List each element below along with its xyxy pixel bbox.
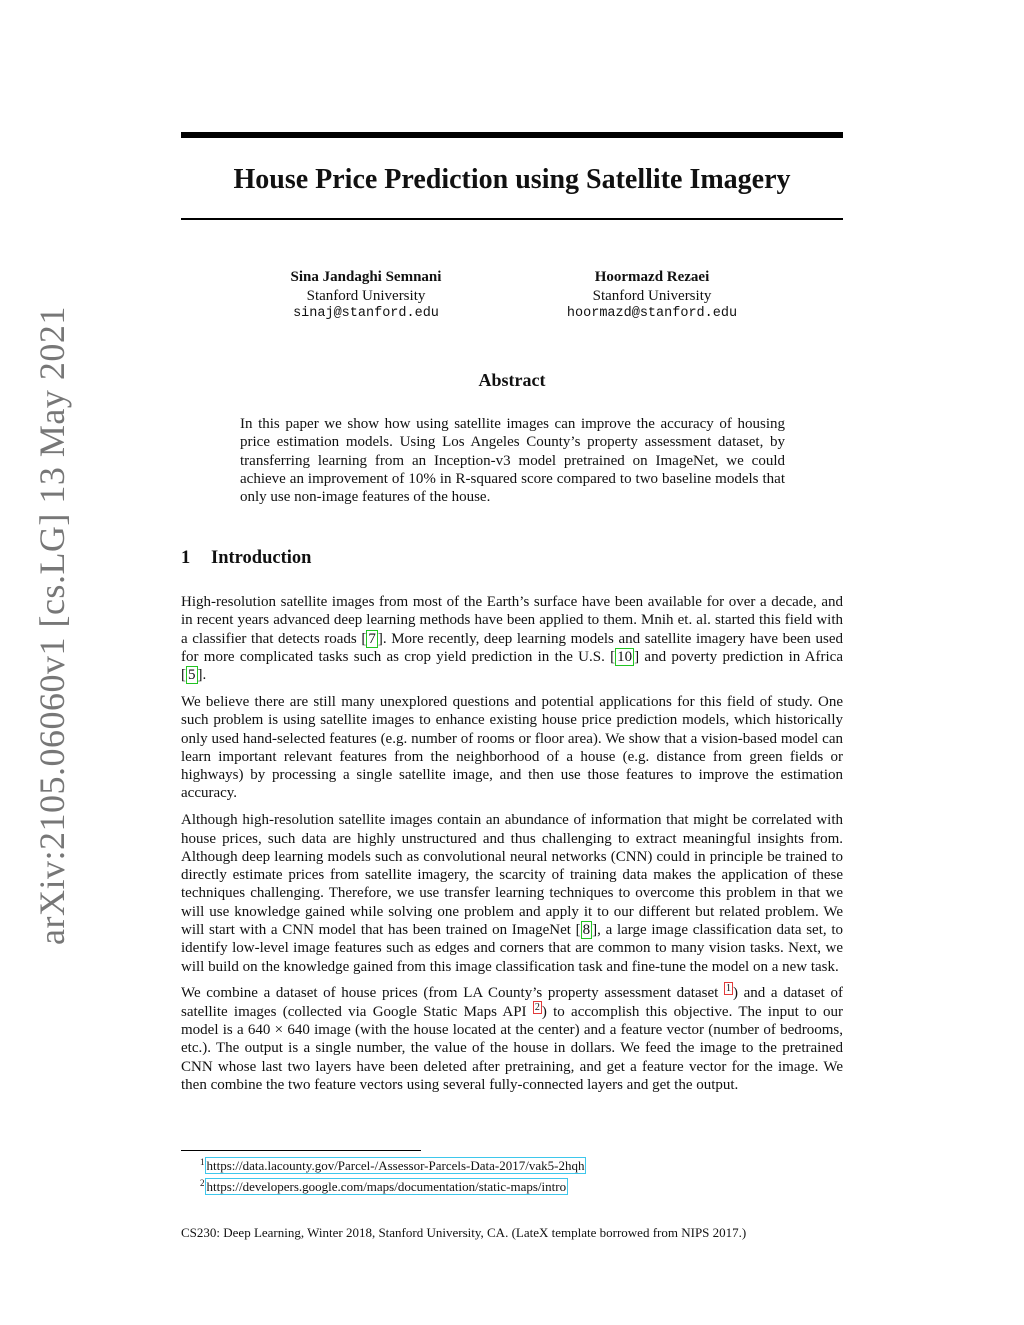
- paper-title: House Price Prediction using Satellite Imagery: [233, 164, 791, 195]
- footnote: [200, 1175, 586, 1196]
- author-block: [236, 268, 496, 324]
- author-email: hoormazd@stanford.edu: [566, 306, 738, 321]
- footnote: [200, 1154, 586, 1175]
- author-name: Sina Jandaghi Semnani: [290, 269, 442, 285]
- footnote-ref-link[interactable]: 1: [725, 983, 731, 995]
- abstract-text: In this paper we show how using satellite images can improve the accuracy of housing price estimation models. Using Los Angeles County’s property assessment dataset, by transferring learning from an Inception-v3 model pretrained on ImageNet, we could achieve an improvement of 10% in R-squared score compared to two baseline models that only use non-image features of the house.: [240, 416, 785, 506]
- paragraph: We combine a dataset of house prices (from LA County’s property assessment dataset $^1$ ) and a dataset of satellite images (collected via Google Static Maps API $^2$ ) to accomplish this objective. The input to our model is a 640 × 640 image (with the house located at the center) and a feature vector (number of bedrooms, etc.). The output is a single number, the value of the house in dollars. We feed the image to the pretrained CNN whose last two layers have been deleted after pretraining, and get a feature vector for the image. We then combine the two feature vectors using several fully-connected layers and get the output.: [181, 983, 843, 1093]
- section-heading: [181, 548, 311, 569]
- author-affiliation: Stanford University: [592, 287, 712, 304]
- author-email: sinaj@stanford.edu: [293, 306, 439, 321]
- paragraph: Although high-resolution satellite images contain an abundance of information that might be correlated with house prices, such data are highly unstructured and thus challenging to extract meaningful insights from. Although deep learning models such as convolutional neural networks (CNN) could in principle be trained to directly estimate prices from satellite imagery, the scarcity of training data makes the application of these techniques challenging. Therefore, we use transfer learning techniques to overcome this problem in that we will use knowledge gained while solving one problem and apply it to our different but related problem. We will start with a CNN model that has been trained on ImageNet [ 8 ], a large image classification data set, to identify low-level image features such as edges and corners that are common to many vision tasks. Next, we will build on the knowledge gained from this image classification task and fine-tune the model on a new task.: [181, 812, 844, 975]
- footnote-mark: 2: [200, 1177, 205, 1188]
- title-top-rule: [181, 132, 843, 138]
- paragraph: We believe there are still many unexplored questions and potential applications for this field of study. One such problem is using satellite images to enhance existing house price prediction models, which historically only used hand-selected features (e.g. number of rooms or floor area). We show that a vision-based model can learn important relevant features from the neighborhood of a house (e.g. distance from green fields or highways) by processing a single satellite image, and then use those features to improve the estimation accuracy.: [181, 693, 843, 802]
- footnote-url-link[interactable]: https://data.lacounty.gov/Parcel-/Assessor-Parcels-Data-2017/vak5-2hqh: [206, 1158, 585, 1174]
- footnote-mark: 1: [200, 1157, 205, 1167]
- section-title: Introduction: [211, 548, 312, 568]
- citation-link[interactable]: 7: [368, 630, 376, 647]
- title-bottom-rule: [181, 218, 843, 220]
- footnote-ref-link[interactable]: 2: [534, 1001, 540, 1013]
- footnote-rule: [181, 1150, 421, 1151]
- citation-link[interactable]: 8: [582, 922, 591, 939]
- page-footer: CS230: Deep Learning, Winter 2018, Stanford University, CA. (LateX template borrowed from NIPS 2017.): [181, 1225, 747, 1240]
- author-block: [522, 268, 782, 324]
- citation-link[interactable]: 5: [188, 667, 196, 684]
- abstract-heading: Abstract: [478, 370, 546, 390]
- paragraph: High-resolution satellite images from most of the Earth’s surface have been available for over a decade, and in recent years advanced deep learning methods have been applied to them. Mnih et. al. started this field with a classifier that detects roads [ 7 ]. More recently, deep learning models and satellite imagery have been used for more complicated tasks such as crop yield prediction in the U.S. [ 10 ] and poverty prediction in Africa [ 5 ].: [181, 594, 843, 684]
- section-number: 1: [181, 548, 191, 568]
- author-affiliation: Stanford University: [306, 287, 426, 304]
- section-body: [181, 593, 843, 1103]
- citation-link[interactable]: 10: [617, 648, 633, 665]
- arxiv-stamp: arXiv:2105.06060v1 [cs.LG] 13 May 2021: [32, 306, 72, 945]
- footnote-url-link[interactable]: https://developers.google.com/maps/documentation/static-maps/intro: [206, 1179, 567, 1195]
- footnotes: [200, 1154, 586, 1196]
- author-name: Hoormazd Rezaei: [594, 269, 710, 285]
